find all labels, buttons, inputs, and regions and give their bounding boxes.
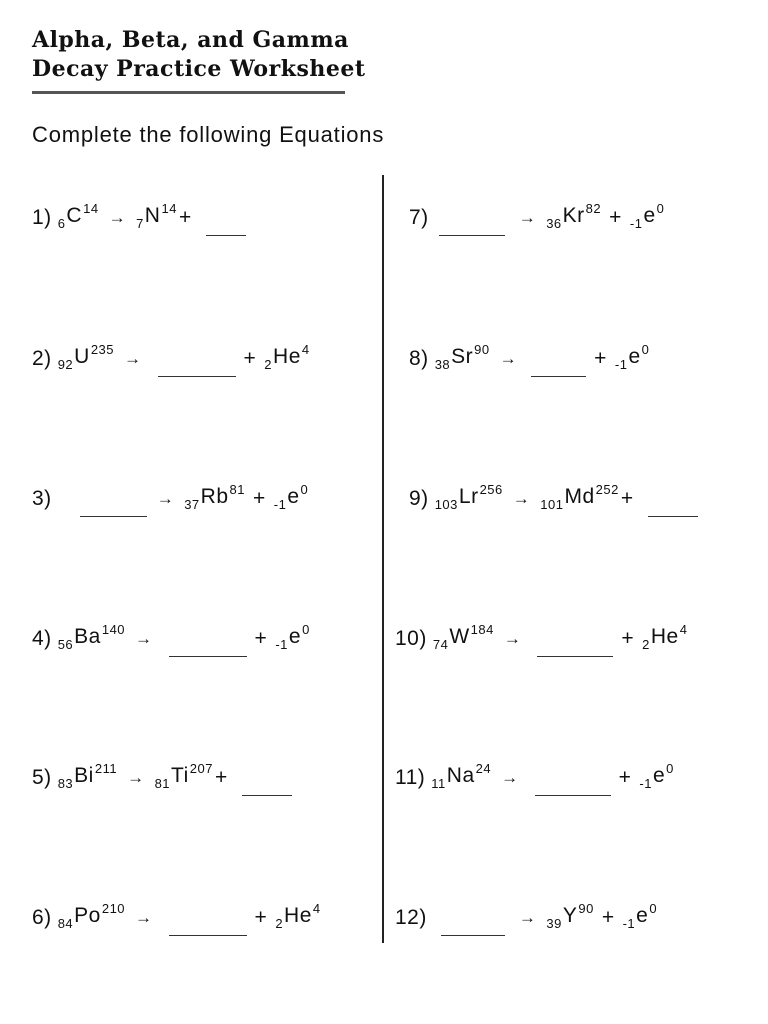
product-isotope: 81 Ti 207	[154, 761, 213, 791]
answer-blank[interactable]	[169, 656, 247, 657]
answer-blank[interactable]	[169, 935, 247, 936]
equation-number: 3)	[32, 487, 52, 510]
column-divider	[382, 175, 384, 943]
title-line-1: Alpha, Beta, and Gamma	[32, 27, 349, 53]
reaction-arrow: →	[518, 208, 537, 227]
reaction-arrow: →	[108, 208, 127, 227]
reactant-isotope: 84 Po 210	[57, 901, 126, 931]
equation-11	[395, 756, 674, 798]
product-isotope: 37 Rb 81	[184, 482, 245, 512]
emitted-particle: -1 e 0	[275, 622, 310, 652]
answer-blank[interactable]	[158, 376, 236, 377]
emitted-particle: -1 e 0	[622, 901, 658, 931]
answer-blank[interactable]	[80, 516, 147, 517]
plus-sign: +	[254, 627, 268, 650]
reaction-arrow: →	[499, 349, 518, 368]
reaction-arrow: →	[135, 908, 153, 927]
answer-blank[interactable]	[206, 235, 246, 236]
plus-sign: +	[601, 906, 615, 929]
equation-number: 8)	[409, 347, 429, 370]
equation-5	[32, 756, 292, 798]
equation-10	[395, 617, 687, 659]
equation-12	[395, 896, 657, 938]
equation-number: 11)	[395, 766, 426, 789]
equation-3	[32, 477, 308, 519]
reactant-isotope: 56 Ba 140	[57, 622, 126, 652]
product-isotope: 7 N 14	[136, 201, 177, 231]
answer-blank[interactable]	[439, 235, 505, 236]
reactant-isotope: 103 Lr 256	[434, 482, 503, 512]
title-underline	[32, 91, 345, 94]
emitted-particle: -1 e 0	[273, 482, 309, 512]
worksheet-title	[32, 26, 365, 84]
reaction-arrow: →	[501, 768, 519, 787]
reaction-arrow: →	[512, 489, 531, 508]
equation-6	[32, 896, 321, 938]
instructions: Complete the following Equations	[32, 122, 385, 147]
equation-number: 4)	[32, 627, 52, 650]
emitted-particle: -1 e 0	[614, 342, 650, 372]
reaction-arrow: →	[135, 629, 153, 648]
equation-7	[409, 196, 664, 238]
equation-number: 1)	[32, 206, 52, 229]
equation-number: 9)	[409, 487, 429, 510]
answer-blank[interactable]	[441, 935, 505, 936]
reactant-isotope: 11 Na 24	[431, 761, 492, 791]
reaction-arrow: →	[156, 489, 175, 508]
plus-sign: +	[594, 347, 607, 370]
product-isotope: 36 Kr 82	[546, 201, 602, 231]
equation-number: 10)	[395, 627, 427, 650]
plus-sign: +	[620, 487, 634, 510]
answer-blank[interactable]	[535, 795, 611, 796]
reactant-isotope: 92 U 235	[57, 342, 115, 372]
answer-blank[interactable]	[537, 656, 613, 657]
reactant-isotope: 74 W 184	[432, 622, 494, 652]
equation-number: 7)	[409, 206, 429, 229]
product-isotope: 39 Y 90	[546, 901, 594, 931]
equation-2	[32, 337, 310, 379]
reaction-arrow: →	[124, 349, 142, 368]
equation-number: 6)	[32, 906, 52, 929]
plus-sign: +	[609, 206, 622, 229]
reaction-arrow: →	[127, 768, 145, 787]
product-isotope: 2 He 4	[275, 901, 321, 931]
equation-number: 2)	[32, 347, 52, 370]
title-line-2: Decay Practice Worksheet	[32, 56, 366, 82]
reaction-arrow: →	[503, 629, 522, 648]
product-isotope: 2 He 4	[642, 622, 688, 652]
equation-9	[409, 477, 698, 519]
answer-blank[interactable]	[531, 376, 586, 377]
product-isotope: 101 Md 252	[540, 482, 619, 512]
plus-sign: +	[214, 766, 228, 789]
answer-blank[interactable]	[242, 795, 292, 796]
plus-sign: +	[254, 906, 268, 929]
answer-blank[interactable]	[648, 516, 698, 517]
plus-sign: +	[618, 766, 632, 789]
product-isotope: 2 He 4	[264, 342, 310, 372]
reaction-arrow: →	[518, 908, 537, 927]
equation-8	[409, 337, 649, 379]
reactant-isotope: 38 Sr 90	[434, 342, 490, 372]
plus-sign: +	[178, 206, 192, 229]
equation-1	[32, 196, 246, 238]
equation-number: 12)	[395, 906, 427, 929]
plus-sign: +	[621, 627, 635, 650]
reactant-isotope: 6 C 14	[57, 201, 99, 231]
equation-number: 5)	[32, 766, 52, 789]
reactant-isotope: 83 Bi 211	[57, 761, 118, 791]
emitted-particle: -1 e 0	[639, 761, 674, 791]
emitted-particle: -1 e 0	[629, 201, 665, 231]
equation-4	[32, 617, 310, 659]
plus-sign: +	[252, 487, 266, 510]
plus-sign: +	[243, 347, 257, 370]
